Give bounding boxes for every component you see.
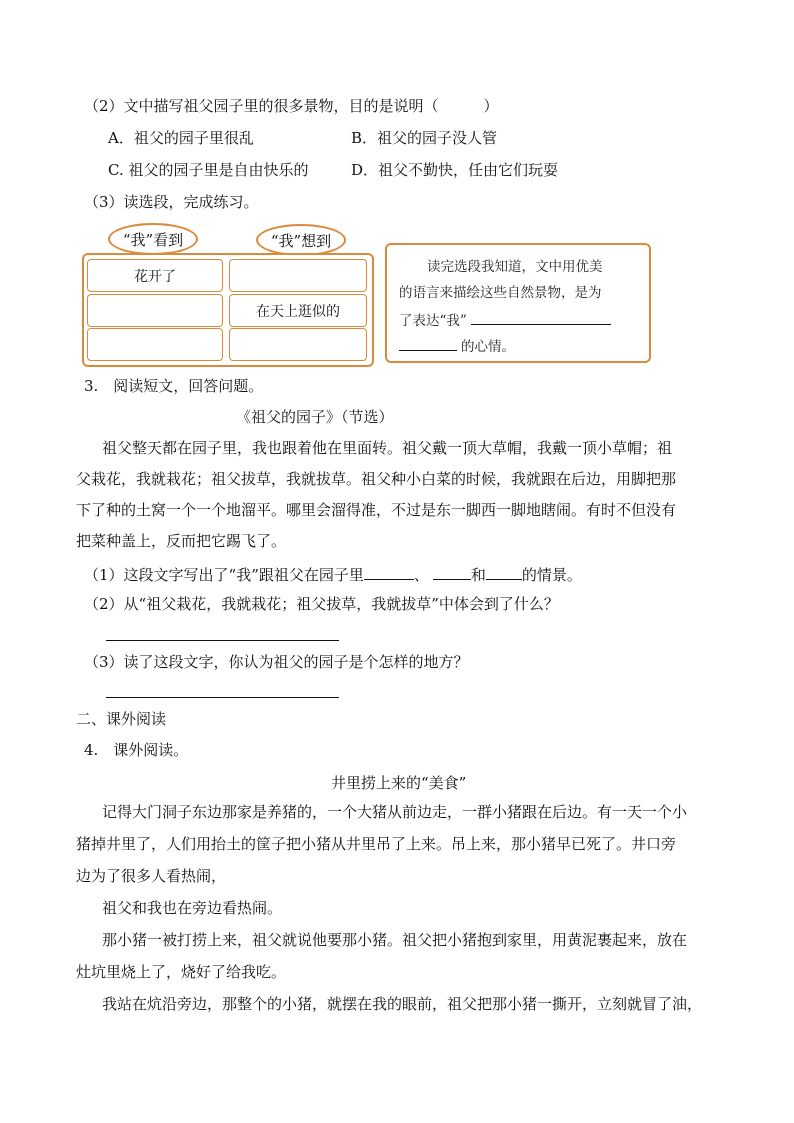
section3-q1-sep2: 和 [470, 566, 486, 584]
note-box [385, 243, 651, 363]
section3-q1-blank-3[interactable] [486, 563, 522, 580]
section-out-heading: 二、课外阅读 [76, 710, 167, 728]
note-answer-blank-1[interactable] [471, 308, 611, 325]
section-out-q4: 4. 课外阅读。 [84, 741, 189, 759]
note-line-3-text: 了表达“我” [399, 313, 467, 329]
section3-para-line-2: 父栽花，我就栽花；祖父拔草，我就拔草。祖父种小白菜的时候，我就跟在后边，用脚把那 [76, 470, 677, 488]
section3-q3: （3）读了这段文字，你认为祖父的园子是个怎样的地方？ [84, 653, 469, 671]
section-out-para-line-3: 边为了很多人看热闹， [76, 867, 227, 885]
section3-para-line-1: 祖父整天都在园子里，我也跟着他在里面转。祖父戴一顶大草帽，我戴一顶小草帽；祖 [102, 439, 673, 457]
section-out-para-line-1: 记得大门洞子东边那家是养猪的，一个大猪从前边走，一群小猪跟在后边。有一天一个小 [102, 803, 688, 821]
q2-option-d[interactable]: D．祖父不勤快，任由它们玩耍 [351, 161, 559, 179]
section3-q1-blank-1[interactable] [364, 563, 414, 580]
oval-seen-label: “我”看到 [122, 230, 184, 249]
section-out-title: 井里捞上来的“美食” [331, 774, 467, 792]
note-line-1: 读完选段我知道，文中用优美 [427, 259, 603, 275]
cell-thought-2-text: 在天上逛似的 [256, 303, 340, 320]
oval-seen [108, 223, 198, 255]
section3-q1-sep1: 、 [413, 566, 429, 584]
cell-thought-2[interactable] [229, 294, 367, 327]
section3-q2-answer-line[interactable] [106, 640, 339, 641]
section-out-para-line-6: 灶坑里烧上了，烧好了给我吃。 [76, 963, 287, 981]
section-out-para-line-2: 猪掉井里了，人们用抬土的筐子把小猪从井里吊了上来。吊上来，那小猪早已死了。井口旁 [76, 835, 677, 853]
q2-option-c[interactable]: C. 祖父的园子里是自由快乐的 [108, 161, 309, 179]
section3-para-line-4: 把菜种盖上，反而把它踢飞了。 [76, 532, 287, 550]
q2-option-b[interactable]: B．祖父的园子没人管 [351, 129, 498, 147]
section3-para-line-3: 下了种的土窝一个一个地溜平。哪里会溜得准，不过是东一脚西一脚地瞎闹。有时不但没有 [76, 501, 677, 519]
note-line-3 [399, 308, 611, 332]
q2-option-a[interactable]: A．祖父的园子里很乱 [108, 129, 254, 147]
oval-thought [256, 224, 346, 256]
section3-q3-answer-line[interactable] [106, 697, 339, 698]
section3-heading: 3. 阅读短文，回答问题。 [84, 377, 264, 395]
section-out-para-line-5: 那小猪一被打捞上来，祖父就说他要那小猪。祖父把小猪抱到家里，用黄泥裹起来，放在 [102, 931, 688, 949]
section-out-para-line-4: 祖父和我也在旁边看热闹。 [102, 899, 283, 917]
cell-seen-1[interactable] [87, 259, 223, 292]
section3-q2: （2）从“祖父栽花，我就栽花；祖父拔草，我就拔草”中体会到了什么？ [84, 595, 559, 613]
cell-seen-3[interactable] [87, 328, 223, 361]
section3-q1-text: （1）这段文字写出了“我”跟祖父在园子里 [84, 566, 364, 584]
cell-thought-3[interactable] [229, 328, 367, 361]
q3-stem: （3）读选段，完成练习。 [84, 193, 259, 211]
note-answer-blank-2[interactable] [399, 334, 457, 351]
oval-thought-label: “我”想到 [270, 231, 332, 250]
note-line-2: 的语言来描绘这些自然景物，是为 [399, 285, 602, 301]
cell-thought-1[interactable] [229, 259, 367, 292]
section-out-para-line-7: 我站在炕沿旁边，那整个的小猪，就摆在我的眼前，祖父把那小猪一撕开，立刻就冒了油， [102, 995, 703, 1013]
cell-seen-1-text: 花开了 [134, 268, 176, 285]
note-line-4 [399, 334, 515, 358]
section3-q1-blank-2[interactable] [433, 563, 471, 580]
section3-title: 《祖父的园子》（节选） [236, 408, 394, 426]
cell-seen-2[interactable] [87, 294, 223, 327]
note-line-4-text: 的心情。 [461, 339, 515, 355]
section3-q1 [84, 563, 582, 585]
section3-q1-end: 的情景。 [521, 566, 582, 584]
q2-stem: （2）文中描写祖父园子里的很多景物，目的是说明（ ） [84, 97, 499, 115]
